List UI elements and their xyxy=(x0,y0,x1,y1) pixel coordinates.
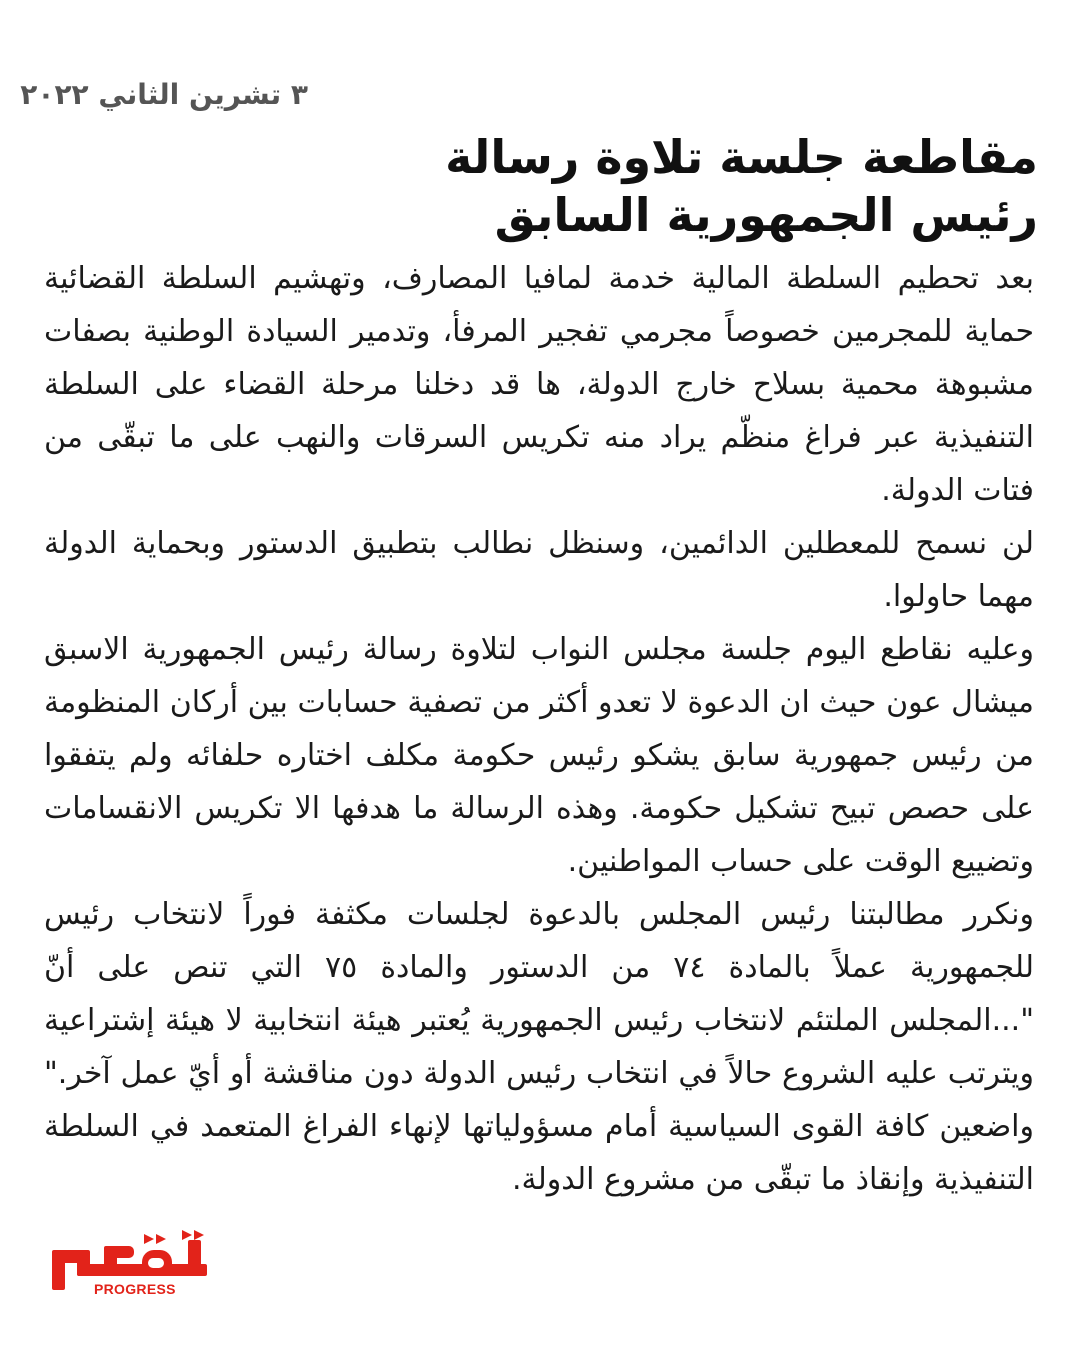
body-paragraph-1: بعد تحطيم السلطة المالية خدمة لمافيا المصارف، وتهشيم السلطة القضائية حماية للمجرمين خصوصاً مجرمي تفجير المرفأ، وتدمير السيادة الوطنية بصفات مشبوهة محمية بسلاح خارج الدولة، ها قد دخلنا مرحلة القضاء على السلطة التنفيذية عبر فراغ منظّم يراد منه تكريس السرقات والنهب على ما تبقّى من فتات الدولة. xyxy=(44,261,1034,508)
body-paragraph-2: لن نسمح للمعطلين الدائمين، وسنظل نطالب بتطبيق الدستور وبحماية الدولة مهما حاولوا. xyxy=(44,526,1034,614)
statement-date: ٣ تشرين الثاني ٢٠٢٢ xyxy=(20,78,308,111)
title-line-1: مقاطعة جلسة تلاوة رسالة xyxy=(445,130,1038,184)
statement-body xyxy=(44,252,1034,1206)
body-paragraph-4: ونكرر مطالبتنا رئيس المجلس بالدعوة لجلسات مكثفة فوراً لانتخاب رئيس للجمهورية عملاً بالمادة ٧٤ من الدستور والمادة ٧٥ التي تنص على أنّ "...المجلس الملتئم لانتخاب رئيس الجمهورية يُعتبر هيئة انتخابية لا هيئة إشتراعية ويترتب عليه الشروع حالاً في انتخاب رئيس الدولة دون مناقشة أو أيّ عمل آخر." واضعين كافة القوى السياسية أمام مسؤولياتها لإنهاء الفراغ المتعمد في السلطة التنفيذية وإنقاذ ما تبقّى من مشروع الدولة. xyxy=(44,897,1034,1197)
title-line-2: رئيس الجمهورية السابق xyxy=(494,188,1038,242)
body-paragraph-3: وعليه نقاطع اليوم جلسة مجلس النواب لتلاوة رسالة رئيس الجمهورية الاسبق ميشال عون حيث ان الدعوة لا تعدو أكثر من تصفية حسابات بين أركان المنظومة من رئيس جمهورية سابق يشكو رئيس حكومة مكلف اختاره حلفائه ولم يتفقوا على حصص تبيح تشكيل حكومة. وهذه الرسالة ما هدفها الا تكريس الانقسامات وتضييع الوقت على حساب المواطنين. xyxy=(44,632,1034,879)
statement-title xyxy=(338,128,1038,244)
logo-subtitle: PROGRESS xyxy=(94,1281,176,1297)
taqaddom-logo xyxy=(48,1228,218,1308)
